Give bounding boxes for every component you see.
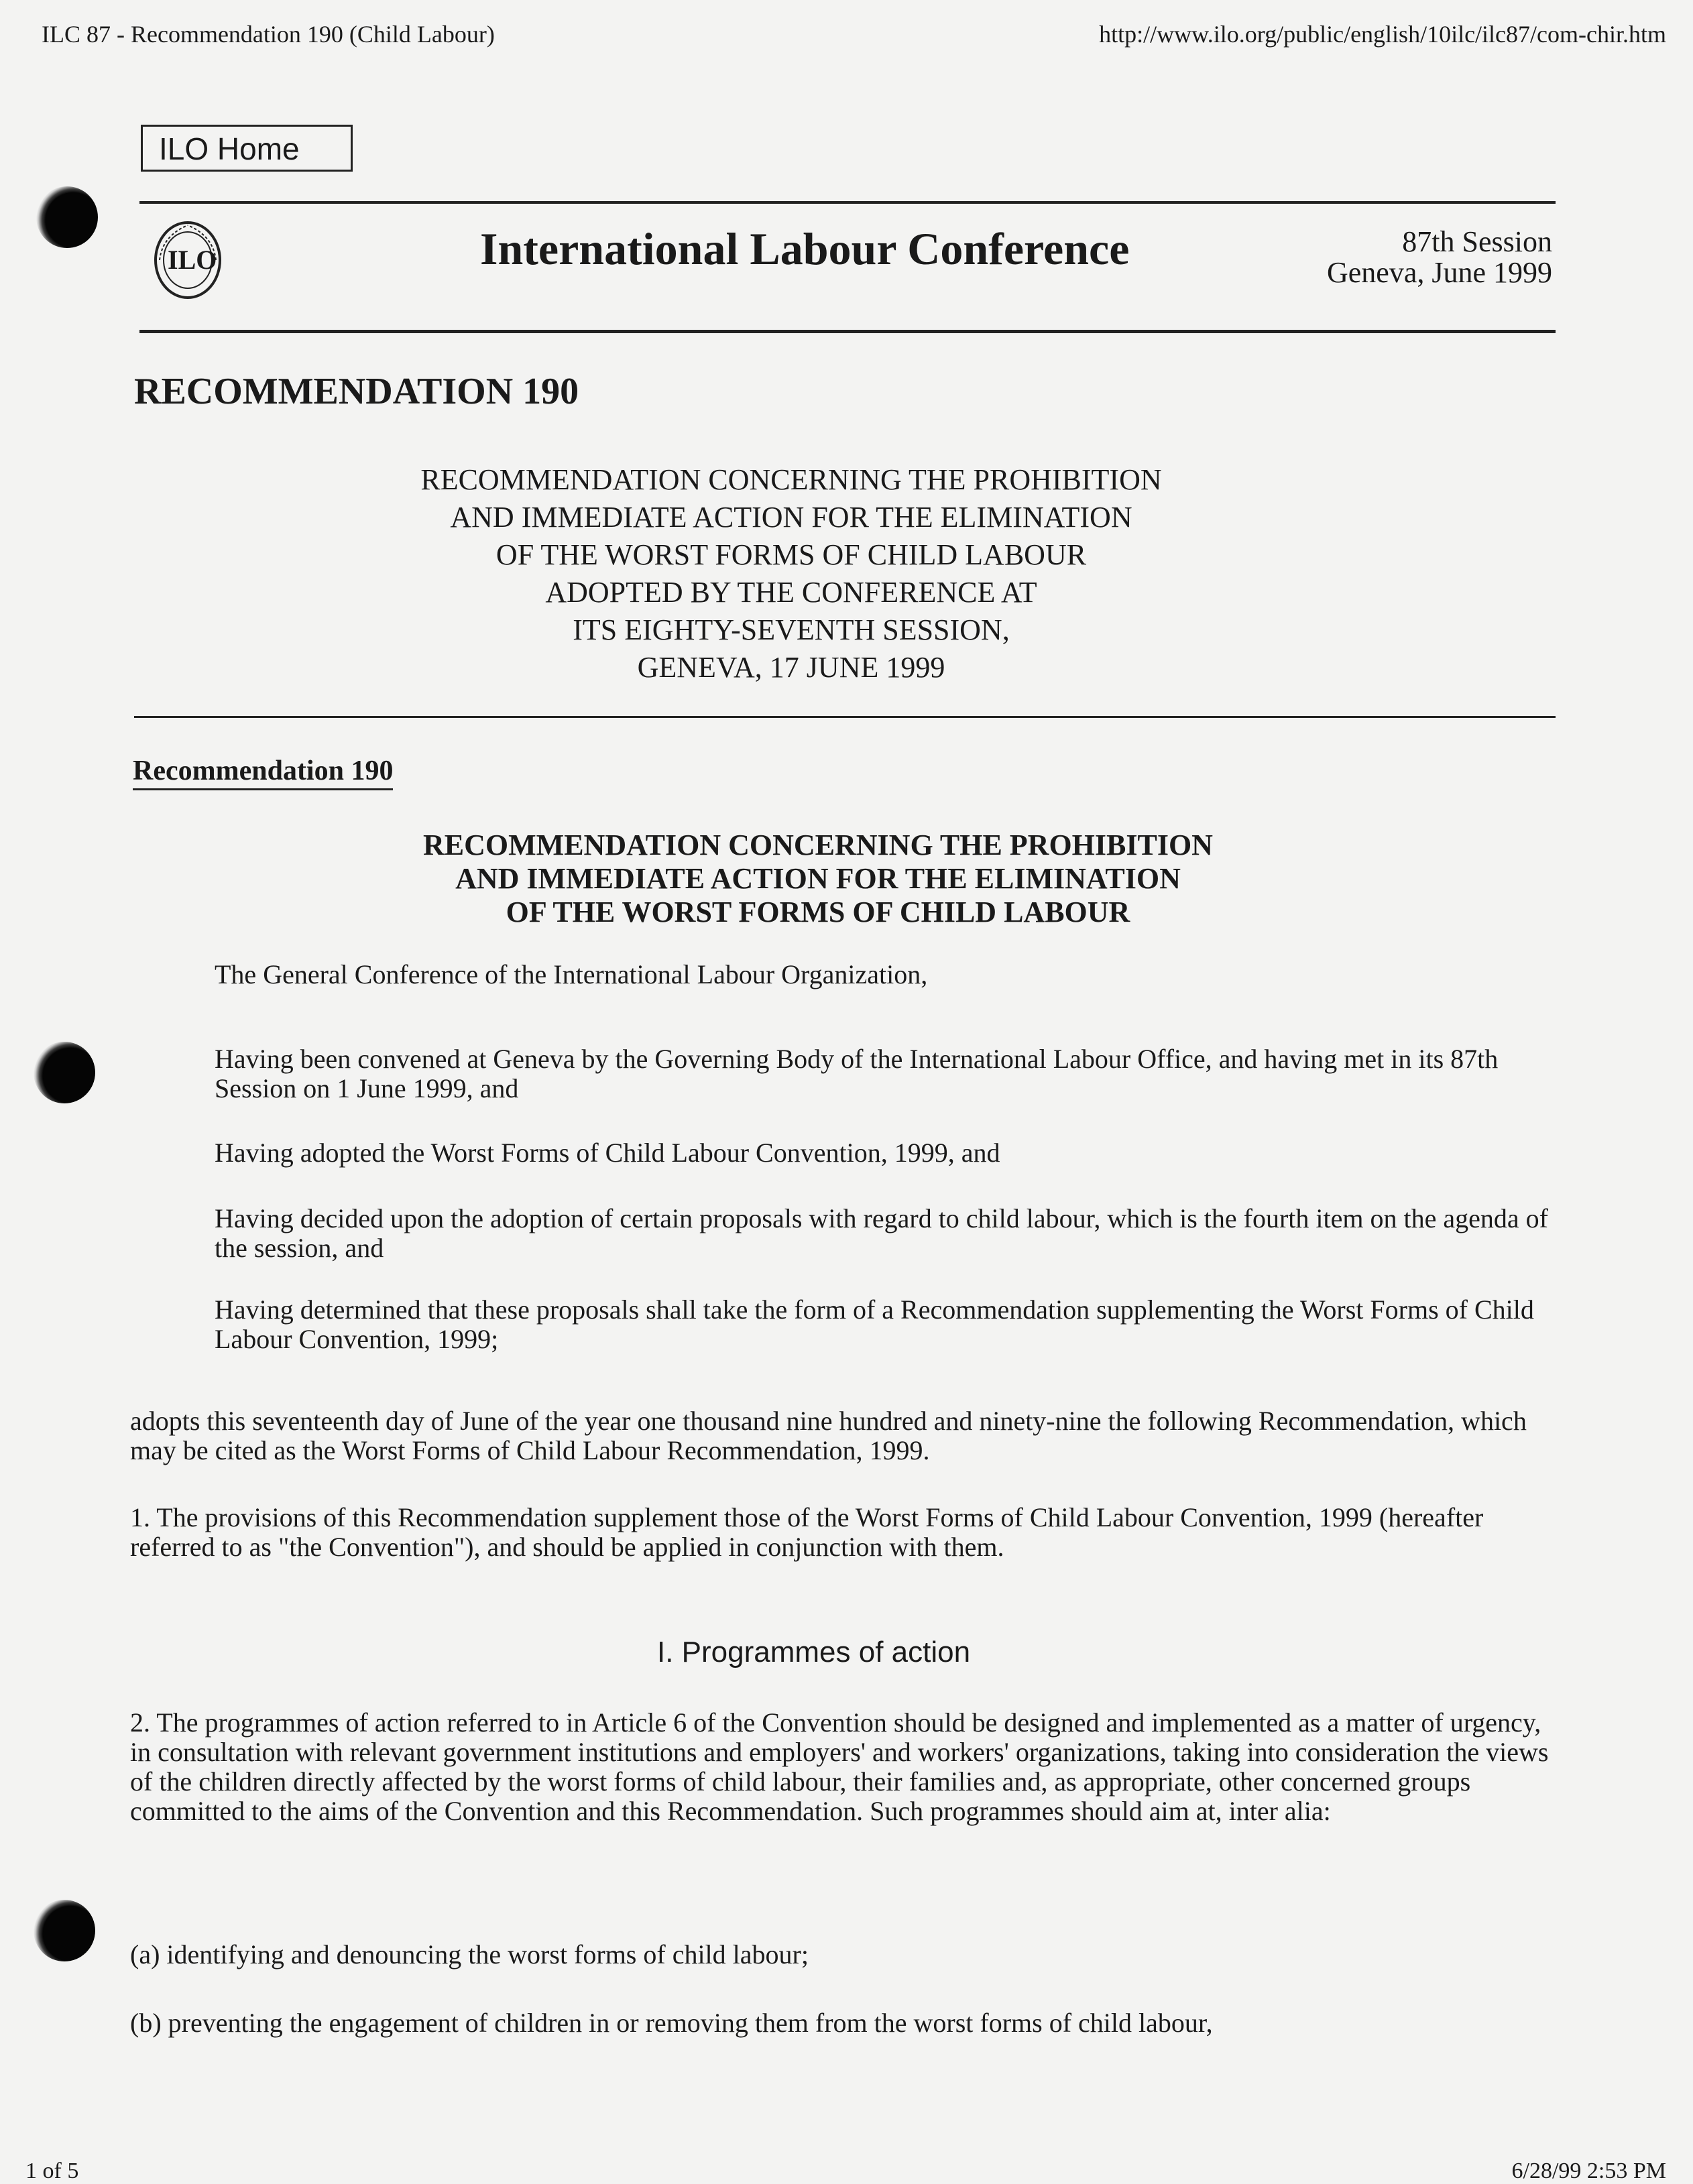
paragraph-1: 1. The provisions of this Recommendation supplement those of the Worst Forms of Child Labour Convention, 1999 (hereafter referred to as "the Convention"), and should be applied in conjunction with them. [130,1502,1484,1562]
heading-subtitle-line: RECOMMENDATION CONCERNING THE PROHIBITION [423,829,1213,861]
preamble-paragraph: Having decided upon the adoption of certain proposals with regard to child labour, which is the fourth item on the agenda of the session, and [215,1203,1548,1263]
preamble-paragraph: Having determined that these proposals shall take the form of a Recommendation supplementing the Worst Forms of Child Labour Convention, 1999; [215,1294,1534,1354]
preamble-paragraph: Having been convened at Geneva by the Governing Body of the International Labour Office, and having met in its 87th Session on 1 June 1999, and [215,1044,1499,1103]
preamble-paragraph: Having adopted the Worst Forms of Child Labour Convention, 1999, and [215,1138,1000,1168]
recommendation-subtitle [308,461,1274,686]
conference-title: International Labour Conference [480,223,1130,274]
logo-text: ILO [168,245,217,275]
recommendation-title: RECOMMENDATION 190 [134,371,579,412]
recommendation-heading: Recommendation 190 [133,755,393,790]
list-item-a: (a) identifying and denouncing the worst forms of child labour; [130,1939,809,1969]
subtitle-line: RECOMMENDATION CONCERNING THE PROHIBITION [420,463,1162,496]
print-header-title: ILC 87 - Recommendation 190 (Child Labour) [42,21,495,48]
ilo-logo [153,220,223,300]
heading-subtitle-line: AND IMMEDIATE ACTION FOR THE ELIMINATION [455,862,1181,895]
paragraph-2: 2. The programmes of action referred to in Article 6 of the Convention should be designed and implemented as a matter of urgency, in consultation with relevant government institutions and employers' and workers' organizations, taking into consideration the views of the children directly affected by the worst forms of child labour, their families and, as appropriate, other concerned groups committed to the aims of the Convention and this Recommendation. Such programmes should aim at, inter alia: [130,1707,1549,1826]
preamble-paragraph: The General Conference of the International Labour Organization, [215,959,928,989]
subtitle-line: ITS EIGHTY-SEVENTH SESSION, [573,613,1010,646]
subtitle-line: ADOPTED BY THE CONFERENCE AT [545,576,1037,609]
session-place-date: Geneva, June 1999 [1326,256,1552,289]
ilo-home-link[interactable]: ILO Home [141,125,353,172]
section-heading-programmes: I. Programmes of action [657,1636,971,1669]
page-number: 1 of 5 [25,2159,79,2183]
session-number: 87th Session [1402,225,1552,258]
subtitle-line: GENEVA, 17 JUNE 1999 [637,651,945,684]
recommendation-heading-subtitle [308,829,1328,929]
section-divider [134,716,1556,718]
punch-hole-bottom [34,1900,95,1961]
header-rule-bottom [139,330,1556,333]
punch-hole-middle [34,1042,95,1103]
subtitle-line: OF THE WORST FORMS OF CHILD LABOUR [495,538,1087,571]
subtitle-line: AND IMMEDIATE ACTION FOR THE ELIMINATION [450,501,1132,534]
print-header-url: http://www.ilo.org/public/english/10ilc/ilc87/com-chir.htm [1099,21,1666,48]
print-datetime: 6/28/99 2:53 PM [1511,2159,1666,2183]
heading-subtitle-line: OF THE WORST FORMS OF CHILD LABOUR [506,896,1130,928]
list-item-b: (b) preventing the engagement of children in or removing them from the worst forms of child labour, [130,2008,1213,2038]
adoption-paragraph: adopts this seventeenth day of June of the year one thousand nine hundred and ninety-nine the following Recommendation, which may be cited as the Worst Forms of Child Labour Recommendation, 1999. [130,1406,1527,1465]
session-info [1327,227,1552,288]
header-rule-top [139,201,1556,204]
punch-hole-top [36,186,98,248]
